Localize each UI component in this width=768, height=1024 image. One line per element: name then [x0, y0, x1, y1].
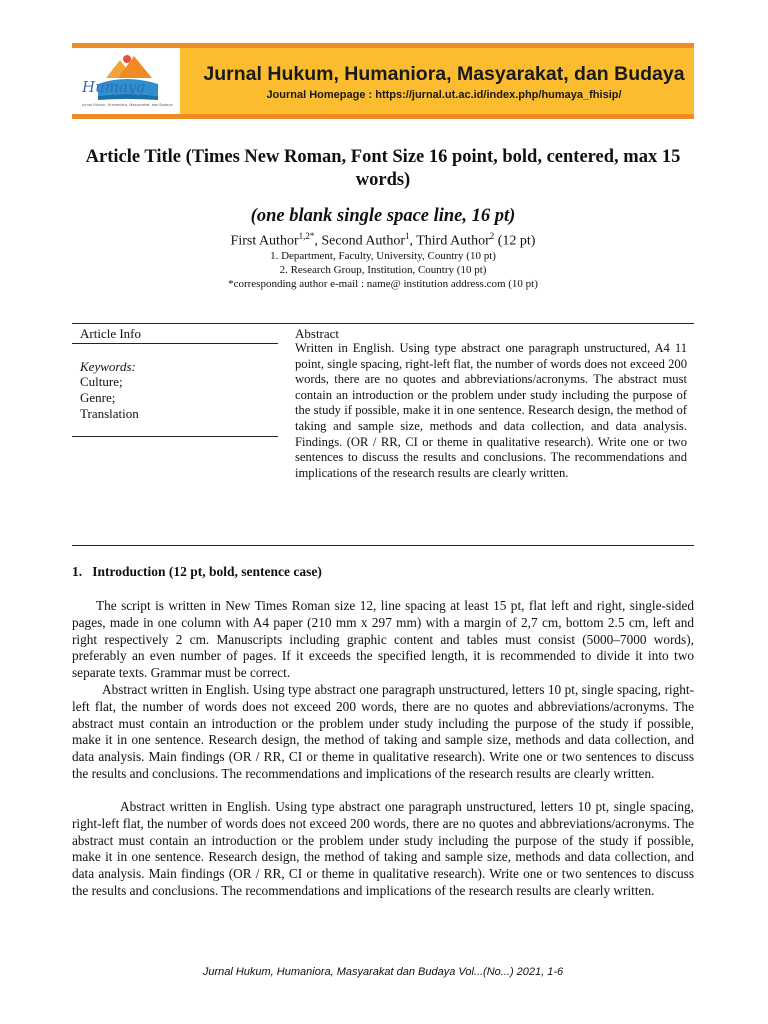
svg-text:Jurnal Hukum, Humaniora, Masya: Jurnal Hukum, Humaniora, Masyarakat, dan Budaya — [82, 103, 173, 107]
author-first-sup: 1,2 — [298, 231, 310, 241]
blank-line-note: (one blank single space line, 16 pt) — [250, 206, 516, 226]
page-footer: Jurnal Hukum, Humaniora, Masyarakat dan Budaya Vol...(No...) 2021, 1-6 — [202, 966, 564, 978]
keyword-item: Translation — [80, 406, 139, 421]
author-size-note: (12 pt) — [494, 233, 536, 249]
author-second-sup: 1 — [404, 231, 410, 241]
keyword-item: Genre; — [80, 390, 116, 405]
affiliation-1: 1. Department, Faculty, University, Country (10 pt) — [270, 250, 496, 262]
author-second: , Second Author — [314, 233, 405, 249]
svg-text:Humaya: Humaya — [82, 78, 146, 96]
journal-header-banner — [72, 43, 694, 119]
abstract-heading: Abstract — [295, 326, 340, 341]
article-info-bottom-rule — [72, 436, 278, 437]
author-first: First Author — [230, 233, 299, 249]
keywords-label: Keywords: — [80, 359, 136, 374]
intro-paragraph-3: Abstract written in English. Using type abstract one paragraph unstructured, letters 10 pt, single spacing, right-left flat, the number of words does not exceed 200 words, there are no quotes and abbreviations/acronyms. The abstract must contain an introduction or the problem under study including the purpose of the study if possible, make it in one sentence. Research design, the method of taking and sample size, methods and data collection, and data analysis. Main findings (OR / RR, CI or theme in qualitative research). Write one or two sentences to discuss the results and conclusions. The recommendations and implications of the research results are clearly written. — [72, 799, 694, 898]
journal-logo — [72, 48, 180, 114]
keyword-item: Culture; — [80, 374, 123, 389]
author-list — [72, 231, 694, 250]
article-title: Article Title (Times New Roman, Font Size 16 point, bold, centered, max 15 words) — [85, 147, 681, 190]
intro-paragraph-2: Abstract written in English. Using type abstract one paragraph unstructured, letters 10 pt, single spacing, right-left flat, the number of words does not exceed 200 words, there are no quotes and abbreviations/acronyms. The abstract must contain an introduction or the problem under study including the purpose of the study if possible, make it in one sentence. Research design, the method of taking and sample size, methods and data collection, and data analysis. Main findings (OR / RR, CI or theme in qualitative research). Write one or two sentences to discuss the results and conclusions. The recommendations and implications of the research results are clearly written. — [72, 682, 694, 781]
banner-bottom-stripe — [72, 114, 694, 119]
article-info-rule — [72, 343, 278, 344]
corresponding-star: * — [309, 231, 315, 241]
author-third: , Third Author — [409, 233, 490, 249]
corresponding-email: *corresponding author e-mail : name@ institution address.com (10 pt) — [228, 278, 538, 290]
journal-homepage[interactable]: Journal Homepage : https://jurnal.ut.ac.id/index.php/humaya_fhisip/ — [266, 89, 622, 101]
abstract-text: Written in English. Using type abstract one paragraph unstructured, A4 11 point, single spacing, right-left flat, the number of words does not exceed 200 words, there are no quotes and abbreviations/acronyms. The abstract must contain an introduction or the problem under study including the purpose of the study if possible, make it in one sentence. Research design, the method of taking and sample size, methods and data collection, and data analysis. Findings. (OR / RR, CI or theme in qualitative research). Write one or two sentences to discuss the results and conclusions. The recommendations and implications of the research results are clearly written. — [295, 341, 687, 480]
author-third-sup: 2 — [489, 231, 495, 241]
intro-paragraph-1: The script is written in New Times Roman size 12, line spacing at least 15 pt, flat left and right, single-sided pages, made in one column with A4 paper (210 mm x 297 mm) with a margin of 2,7 cm, bottom 2.5 cm, left and right respectively 2 cm. Manuscripts including graphic content and tables must consist (5000–7000 words), preferably an even number of pages. If it exceeds the specified length, it is recommended to divide it into two separate texts. Grammar must be correct. — [72, 598, 694, 681]
journal-name: Jurnal Hukum, Humaniora, Masyarakat, dan Budaya — [203, 63, 685, 85]
article-info-heading: Article Info — [80, 326, 142, 341]
table-top-rule — [72, 323, 694, 324]
affiliation-2: 2. Research Group, Institution, Country (10 pt) — [279, 264, 487, 276]
section-heading-introduction: 1. Introduction (12 pt, bold, sentence case) — [72, 564, 322, 579]
humaya-logo-icon — [76, 52, 176, 110]
table-bottom-rule — [72, 545, 694, 546]
